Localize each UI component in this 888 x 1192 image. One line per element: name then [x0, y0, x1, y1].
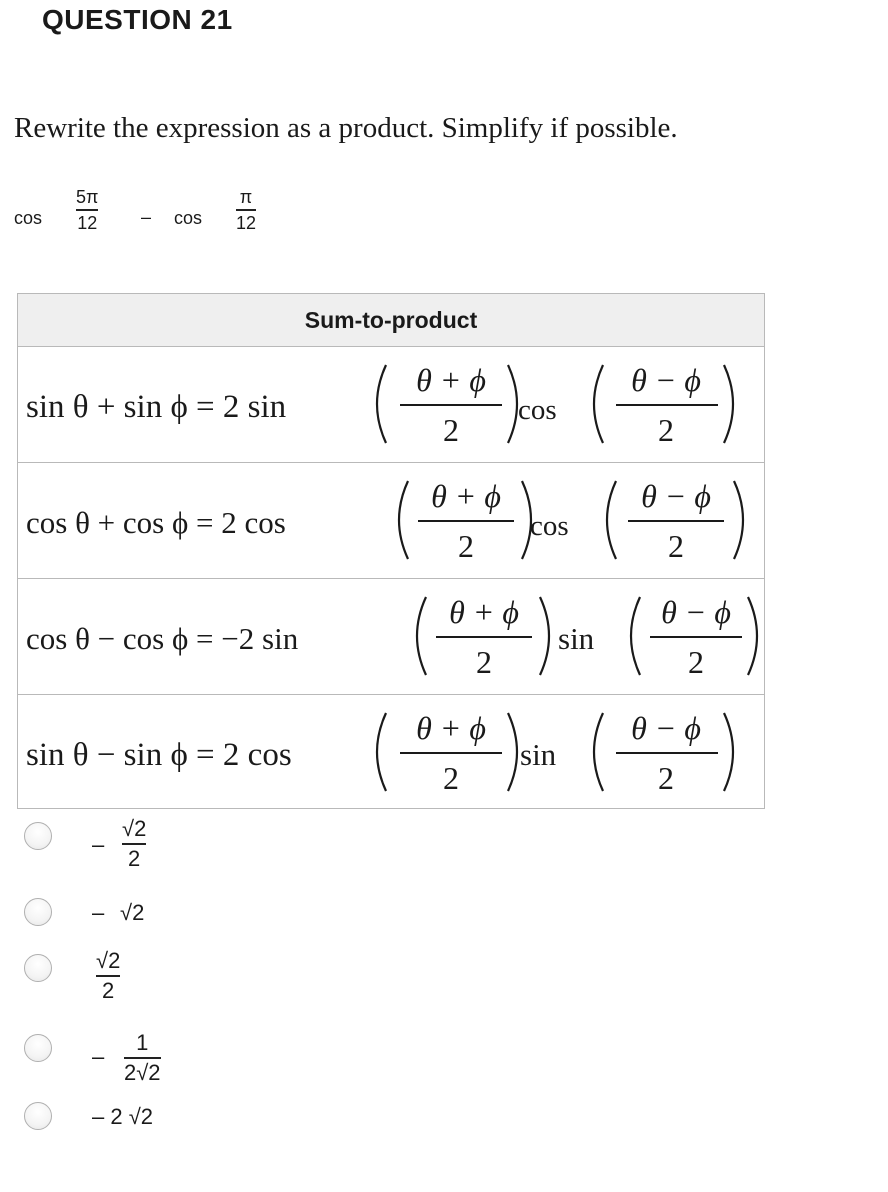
right-paren [724, 365, 733, 443]
option-sign: – [92, 1044, 105, 1069]
sum-to-product-table [17, 293, 765, 809]
fraction-bar [124, 1057, 161, 1059]
expression-denominator-2: 12 [236, 212, 257, 233]
option-value: – 2 √2 [92, 1104, 154, 1129]
first-denominator: 2 [443, 412, 459, 448]
option-fraction [96, 950, 120, 1002]
first-denominator: 2 [476, 644, 492, 680]
option-numerator: √2 [96, 948, 121, 973]
left-paren [377, 713, 386, 791]
middle-function: sin [558, 621, 595, 656]
option-5[interactable] [0, 1100, 300, 1136]
radio-button[interactable] [24, 822, 52, 850]
table-row [18, 579, 764, 695]
first-numerator: θ + ϕ [416, 362, 486, 398]
radio-button[interactable] [24, 1034, 52, 1062]
right-paren [508, 365, 517, 443]
first-numerator: θ + ϕ [431, 478, 501, 514]
left-paren [631, 597, 640, 675]
middle-function: cos [518, 394, 557, 426]
expression-operator: – [141, 207, 152, 227]
option-denominator: 2 [128, 845, 141, 871]
option-numerator: √2 [122, 816, 147, 841]
formula-lhs: cos θ + cos ϕ = 2 cos [26, 505, 286, 540]
question-title: QUESTION 21 [42, 4, 233, 35]
expression-numerator-1: 5π [76, 187, 99, 207]
expression-fn-2: cos [174, 208, 203, 228]
table-row [18, 695, 764, 811]
right-paren [540, 597, 549, 675]
second-denominator: 2 [658, 760, 674, 796]
left-paren [399, 481, 408, 559]
formula-sin-plus-sin [18, 347, 764, 462]
table-row [18, 347, 764, 463]
formula-lhs: sin θ − sin ϕ = 2 cos [26, 737, 292, 773]
formula-sin-minus-sin [18, 695, 764, 811]
formula-cos-minus-cos [18, 579, 764, 694]
option-2[interactable] [0, 896, 300, 932]
expression-fraction-2 [236, 188, 256, 232]
formula-cos-plus-cos [18, 463, 764, 578]
question-prompt: Rewrite the expression as a product. Simplify if possible. [14, 112, 678, 144]
first-numerator: θ + ϕ [416, 710, 486, 746]
second-numerator: θ − ϕ [631, 362, 701, 398]
expression-numerator-2: π [239, 187, 253, 207]
fraction-bar [236, 209, 256, 211]
option-sign: – [92, 900, 105, 925]
first-denominator: 2 [443, 760, 459, 796]
table-row [18, 463, 764, 579]
option-value: √2 [120, 900, 145, 925]
option-denominator: 2 [102, 977, 115, 1003]
second-denominator: 2 [658, 412, 674, 448]
right-paren [508, 713, 517, 791]
option-numerator: 1 [136, 1030, 149, 1055]
second-numerator: θ − ϕ [631, 710, 701, 746]
second-numerator: θ − ϕ [661, 594, 731, 630]
middle-function: sin [520, 737, 557, 772]
second-numerator: θ − ϕ [641, 478, 711, 514]
option-4[interactable] [0, 1032, 300, 1098]
fraction-bar [122, 843, 146, 845]
option-denominator: 2√2 [124, 1059, 161, 1085]
radio-button[interactable] [24, 954, 52, 982]
option-3[interactable] [0, 950, 300, 1016]
left-paren [607, 481, 616, 559]
first-numerator: θ + ϕ [449, 594, 519, 630]
second-denominator: 2 [688, 644, 704, 680]
left-paren [594, 713, 603, 791]
option-fraction [124, 1032, 161, 1084]
option-sign: – [92, 832, 105, 857]
left-paren [377, 365, 386, 443]
option-1[interactable] [0, 818, 300, 884]
radio-button[interactable] [24, 898, 52, 926]
left-paren [594, 365, 603, 443]
middle-function: cos [530, 510, 569, 542]
formula-lhs: cos θ − cos ϕ = −2 sin [26, 621, 299, 656]
fraction-bar [96, 975, 120, 977]
radio-button[interactable] [24, 1102, 52, 1130]
formula-lhs: sin θ + sin ϕ = 2 sin [26, 389, 287, 425]
right-paren [748, 597, 757, 675]
fraction-bar [76, 209, 98, 211]
right-paren [734, 481, 743, 559]
left-paren [417, 597, 426, 675]
table-header: Sum-to-product [18, 294, 764, 347]
expression-fraction-1 [76, 188, 98, 232]
expression-fn-1: cos [14, 208, 43, 228]
right-paren [724, 713, 733, 791]
first-denominator: 2 [458, 528, 474, 564]
second-denominator: 2 [668, 528, 684, 564]
expression-denominator-1: 12 [77, 212, 98, 233]
option-fraction [122, 818, 146, 870]
